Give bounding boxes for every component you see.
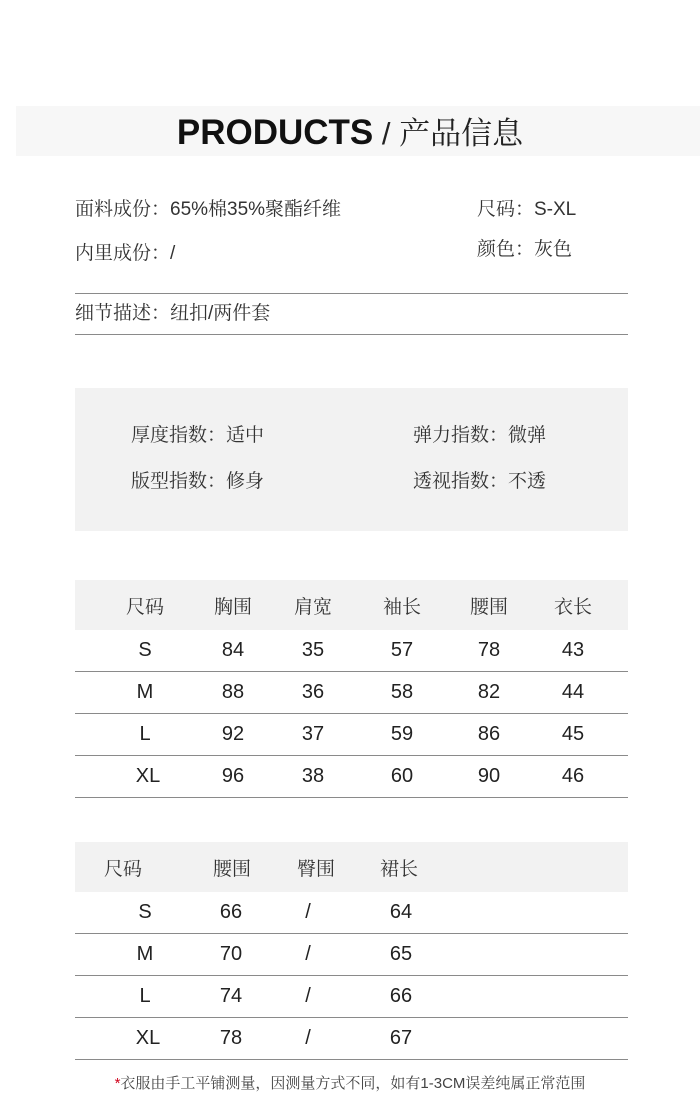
table-cell: 43 <box>561 639 585 661</box>
table-cell: XL <box>135 1027 161 1049</box>
table-row <box>75 756 628 798</box>
page-title <box>0 110 700 163</box>
table-cell: 44 <box>561 681 585 703</box>
transparency-index: 透视指数：不透 <box>413 471 547 492</box>
table-cell: L <box>139 985 151 1007</box>
table-cell: 59 <box>390 723 414 745</box>
header-cell: 腰围 <box>212 858 251 880</box>
index-panel <box>75 388 628 531</box>
table-cell: 38 <box>301 765 325 787</box>
table-cell: 37 <box>301 723 325 745</box>
elasticity-index: 弹力指数：微弹 <box>413 425 547 446</box>
table-cell: 78 <box>219 1027 243 1049</box>
table-row <box>75 630 628 672</box>
table-cell: L <box>139 723 151 745</box>
header-cell: 胸围 <box>213 596 252 618</box>
table-cell: 66 <box>389 985 413 1007</box>
table-cell: 86 <box>477 723 501 745</box>
note-text: 衣服由手工平铺测量，因测量方式不同，如有1-3CM误差纯属正常范围 <box>120 1075 586 1092</box>
table-row <box>75 714 628 756</box>
skirt-size-table <box>75 842 628 1060</box>
thickness-index: 厚度指数：适中 <box>131 425 265 446</box>
table-cell: 74 <box>219 985 243 1007</box>
table-cell: 67 <box>389 1027 413 1049</box>
table-cell: 58 <box>390 681 414 703</box>
header-cell: 裙长 <box>379 858 418 880</box>
header-cell: 袖长 <box>382 596 421 618</box>
table-cell: / <box>305 901 311 923</box>
title-chinese: 产品信息 <box>399 116 524 151</box>
table-cell: 78 <box>477 639 501 661</box>
top-size-table <box>75 580 628 798</box>
header-cell: 腰围 <box>469 596 508 618</box>
note-asterisk: * <box>114 1075 121 1092</box>
table-cell: 36 <box>301 681 325 703</box>
table-cell: 65 <box>389 943 413 965</box>
table-cell: 35 <box>301 639 325 661</box>
table-cell: 82 <box>477 681 501 703</box>
size-info: 尺码：S-XL <box>477 199 577 220</box>
header-cell: 衣长 <box>553 596 592 618</box>
table-cell: XL <box>135 765 161 787</box>
table-cell: 90 <box>477 765 501 787</box>
table-row <box>75 672 628 714</box>
table-cell: / <box>305 1027 311 1049</box>
table-cell: 66 <box>219 901 243 923</box>
table-cell: 92 <box>221 723 245 745</box>
fabric-info: 面料成份：65%棉35%聚酯纤维 <box>75 199 342 220</box>
title-english: PRODUCTS <box>176 113 374 152</box>
table-header <box>75 580 628 630</box>
table-cell: / <box>305 985 311 1007</box>
title-separator: / <box>373 116 400 151</box>
table-cell: M <box>136 681 154 703</box>
table-cell: 70 <box>219 943 243 965</box>
table-cell: 88 <box>221 681 245 703</box>
table-cell: 96 <box>221 765 245 787</box>
table-cell: M <box>136 943 154 965</box>
table-row <box>75 976 628 1018</box>
measurement-note <box>0 1074 700 1094</box>
table-cell: 84 <box>221 639 245 661</box>
table-row <box>75 1018 628 1060</box>
table-cell: 64 <box>389 901 413 923</box>
lining-info: 内里成份：/ <box>75 243 176 264</box>
header-cell: 肩宽 <box>293 596 332 618</box>
table-cell: 46 <box>561 765 585 787</box>
detail-info: 细节描述：纽扣/两件套 <box>75 303 271 324</box>
table-header <box>75 842 628 892</box>
table-cell: 45 <box>561 723 585 745</box>
table-cell: 57 <box>390 639 414 661</box>
table-cell: S <box>138 901 152 923</box>
table-cell: S <box>138 639 152 661</box>
table-row <box>75 934 628 976</box>
table-cell: 60 <box>390 765 414 787</box>
header-cell: 尺码 <box>125 596 164 618</box>
header-cell: 臀围 <box>296 858 335 880</box>
table-row <box>75 892 628 934</box>
fit-index: 版型指数：修身 <box>131 471 265 492</box>
divider-bottom <box>75 334 628 335</box>
header-cell: 尺码 <box>103 858 142 880</box>
table-cell: / <box>305 943 311 965</box>
divider-top <box>75 293 628 294</box>
color-info: 颜色：灰色 <box>477 239 573 260</box>
